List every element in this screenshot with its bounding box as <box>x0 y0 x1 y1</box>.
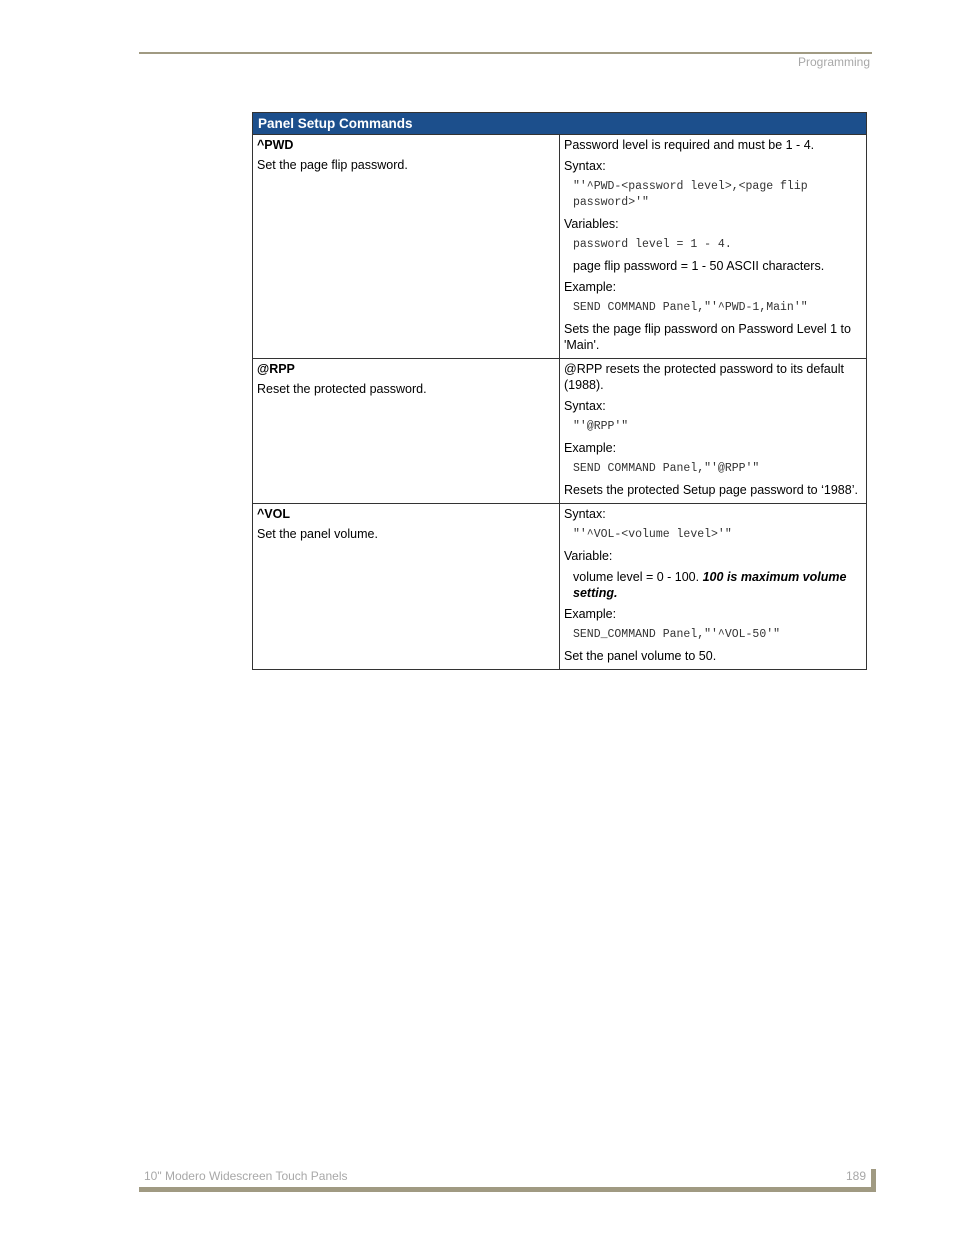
command-name: ^VOL <box>257 507 290 521</box>
variables-label: Variables: <box>564 217 619 231</box>
table-row <box>253 359 867 504</box>
page-number: 189 <box>846 1169 867 1183</box>
example-result: Resets the protected Setup page password to ‘1988’. <box>564 483 858 497</box>
command-cell <box>253 359 560 504</box>
panel-setup-commands-table <box>252 112 867 670</box>
table-row <box>253 504 867 670</box>
command-cell <box>253 135 560 359</box>
syntax-code: "'@RPP'" <box>573 420 629 433</box>
command-summary: Set the page flip password. <box>257 158 408 172</box>
table-header-row <box>253 113 867 135</box>
description-cell <box>560 359 867 504</box>
example-code: SEND COMMAND Panel,"'@RPP'" <box>573 462 760 475</box>
table-row <box>253 135 867 359</box>
description-cell <box>560 504 867 670</box>
syntax-label: Syntax: <box>564 399 606 413</box>
variable-text <box>564 569 862 601</box>
example-label: Example: <box>564 607 617 621</box>
table-title: Panel Setup Commands <box>253 113 867 135</box>
command-summary: Reset the protected password. <box>257 382 427 396</box>
command-cell <box>253 504 560 670</box>
description-text: @RPP resets the protected password to its default (1988). <box>564 362 844 392</box>
description-text: Password level is required and must be 1 - 4. <box>564 138 815 152</box>
syntax-code: "'^VOL-<volume level>'" <box>573 528 732 541</box>
variable-note: 100 is maximum volume setting. <box>573 570 847 600</box>
syntax-code: "'^PWD-<password level>,<page flip password>'" <box>573 180 808 209</box>
example-result: Sets the page flip password on Password Level 1 to 'Main'. <box>564 322 851 352</box>
syntax-label: Syntax: <box>564 159 606 173</box>
command-name: ^PWD <box>257 138 294 152</box>
syntax-label: Syntax: <box>564 507 606 521</box>
variable-code: password level = 1 - 4. <box>573 238 732 251</box>
example-result: Set the panel volume to 50. <box>564 649 717 663</box>
section-label: Programming <box>797 55 870 69</box>
example-code: SEND_COMMAND Panel,"'^VOL-50'" <box>573 628 781 641</box>
variable-label: Variable: <box>564 549 613 563</box>
footer-rule <box>139 1187 876 1192</box>
footer-title: 10" Modero Widescreen Touch Panels <box>144 1169 348 1183</box>
example-label: Example: <box>564 441 617 455</box>
command-name: @RPP <box>257 362 295 376</box>
description-cell <box>560 135 867 359</box>
variable-range: volume level = 0 - 100. <box>573 570 700 584</box>
variable-text: page flip password = 1 - 50 ASCII characters. <box>573 259 825 273</box>
example-code: SEND COMMAND Panel,"'^PWD-1,Main'" <box>573 301 808 314</box>
example-label: Example: <box>564 280 617 294</box>
header-rule <box>139 52 872 54</box>
command-summary: Set the panel volume. <box>257 527 378 541</box>
